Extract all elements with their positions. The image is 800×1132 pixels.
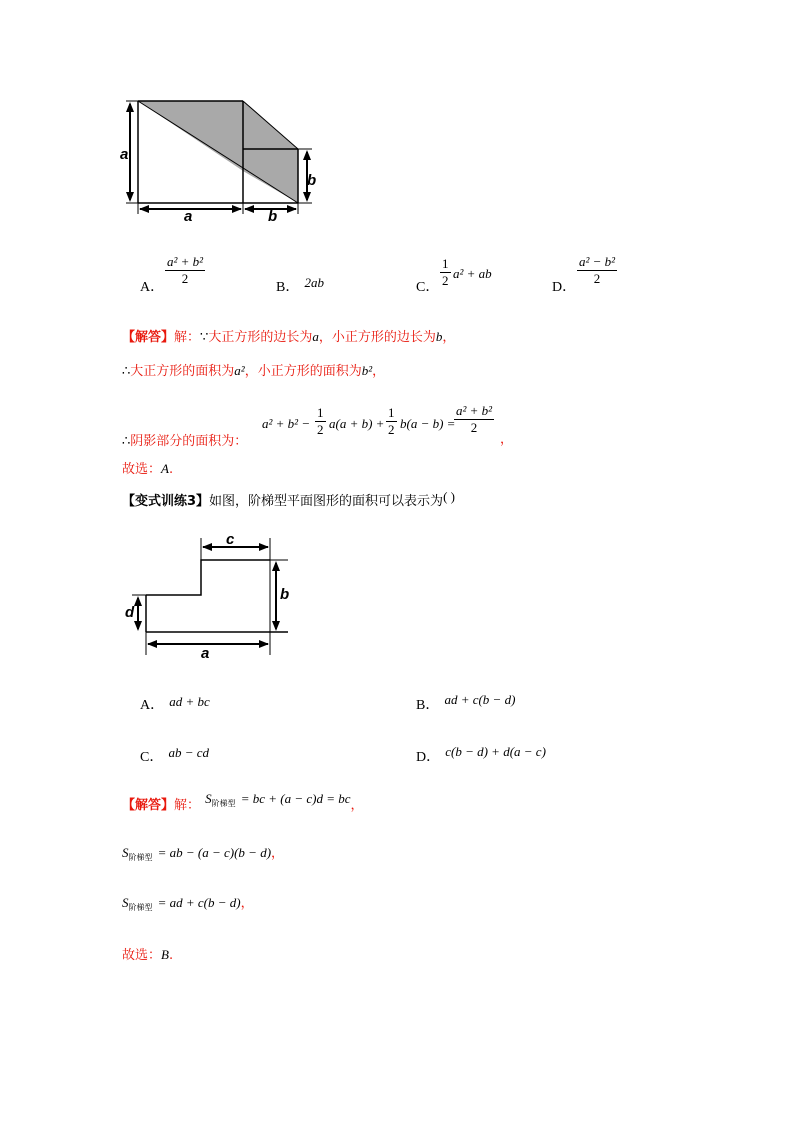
q1-option-a[interactable]: A． $\frac{\text{a² + b²}}{2}$ — [140, 254, 204, 295]
q2-option-d[interactable]: D． $^{c(b - d) + d(a - c)}$ — [416, 744, 546, 765]
staircase-outline — [146, 560, 270, 595]
label-c: c — [226, 531, 235, 548]
q2-solution-line3: S阶梯型 = ad + c(b − d)， — [122, 895, 254, 912]
q2-solution-line1: 【解答】解： $^S$阶梯型 $^{= bc + (a - c)d = bc}$， — [122, 791, 364, 813]
label-b-bottom: b — [268, 208, 278, 225]
q2-option-a[interactable]: A． ad + bc — [140, 694, 210, 713]
q1-option-c[interactable]: C． $\frac{1}{2}$ a² + ab — [416, 256, 492, 295]
q1-solution-line2: ∴大正方形的面积为a²，小正方形的面积为b²， — [122, 363, 386, 379]
q1-solution-line3: ∴阴影部分的面积为： a² + b² − $\frac{1}{2}$ a(a + b) + $\frac{1}{2}$ b(a − b) = $\frac{\text{a² + b²}}{2}$ ， — [122, 403, 514, 449]
label-a-left: a — [120, 146, 129, 163]
q2-option-c[interactable]: C． $^{ab - cd}$ — [140, 745, 209, 765]
q2-solution-line2: S阶梯型 = ab − (a − c)(b − d)， — [122, 845, 285, 862]
q1-answer: 故选：A. — [122, 461, 174, 477]
q1-option-d[interactable]: D． $\frac{\text{a² − b²}}{2}$ — [552, 254, 616, 295]
q2-answer: 故选：B. — [122, 947, 174, 963]
label-d: d — [125, 604, 135, 621]
q2-option-b[interactable]: B． $^{ad + c(b - d)}$ — [416, 692, 516, 713]
label-a-bottom: a — [184, 208, 193, 225]
q2-question: 【变式训练3】如图，阶梯型平面图形的面积可以表示为( ) — [122, 489, 455, 509]
label-a: a — [201, 645, 210, 662]
q1-option-b[interactable]: B． $^{2ab}$ — [276, 275, 324, 295]
label-b-right: b — [307, 172, 317, 189]
label-b: b — [280, 586, 290, 603]
figure-squares — [118, 92, 328, 227]
q1-solution-line1: 【解答】解：∵大正方形的边长为a，小正方形的边长为b， — [122, 329, 456, 345]
